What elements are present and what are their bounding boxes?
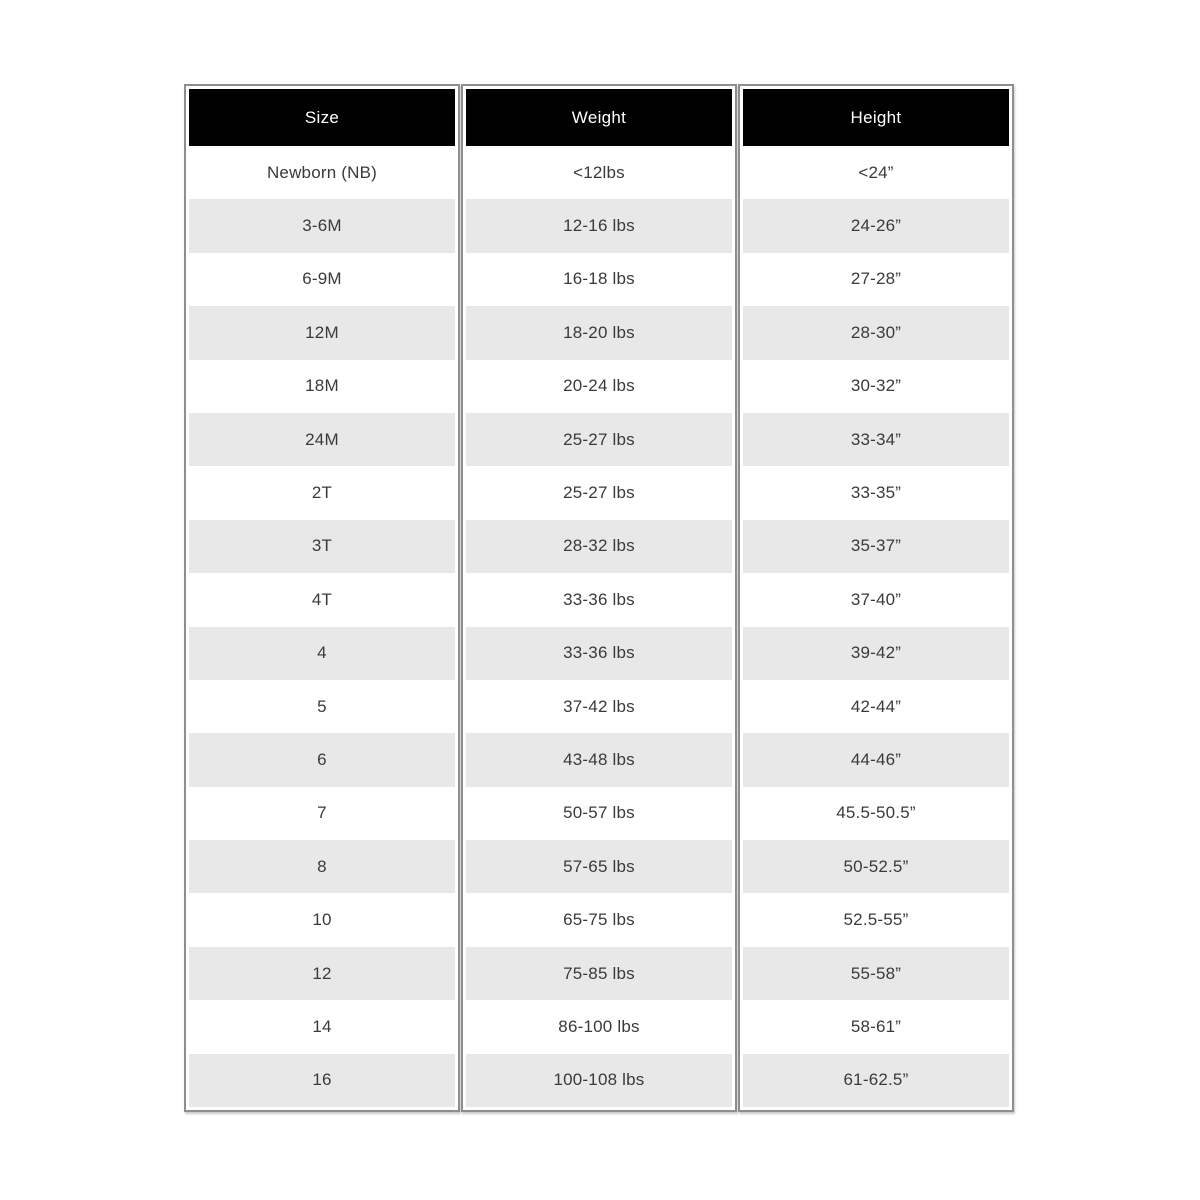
table-cell: 33-34”	[743, 413, 1009, 466]
table-cell: 50-52.5”	[743, 840, 1009, 893]
table-cell: 12M	[189, 306, 455, 359]
table-cell: 20-24 lbs	[466, 360, 732, 413]
column-header-weight: Weight	[466, 89, 732, 146]
table-cell: 33-36 lbs	[466, 573, 732, 626]
table-cell: 75-85 lbs	[466, 947, 732, 1000]
table-cell: 2T	[189, 466, 455, 519]
table-cell: 24-26”	[743, 199, 1009, 252]
column-rows-height	[743, 146, 1009, 1107]
table-column-size	[184, 84, 460, 1112]
table-cell: 100-108 lbs	[466, 1054, 732, 1107]
table-cell: 5	[189, 680, 455, 733]
table-cell: Newborn (NB)	[189, 146, 455, 199]
table-cell: 61-62.5”	[743, 1054, 1009, 1107]
table-cell: 25-27 lbs	[466, 466, 732, 519]
table-cell: 57-65 lbs	[466, 840, 732, 893]
table-cell: 7	[189, 787, 455, 840]
column-rows-weight	[466, 146, 732, 1107]
table-cell: 14	[189, 1000, 455, 1053]
table-cell: 18M	[189, 360, 455, 413]
table-cell: 6-9M	[189, 253, 455, 306]
table-cell: 30-32”	[743, 360, 1009, 413]
table-column-height	[738, 84, 1014, 1112]
table-cell: 4	[189, 627, 455, 680]
table-cell: 12-16 lbs	[466, 199, 732, 252]
table-cell: 55-58”	[743, 947, 1009, 1000]
column-header-height: Height	[743, 89, 1009, 146]
table-cell: 8	[189, 840, 455, 893]
column-header-size: Size	[189, 89, 455, 146]
table-cell: 42-44”	[743, 680, 1009, 733]
table-cell: 10	[189, 893, 455, 946]
table-cell: <12lbs	[466, 146, 732, 199]
table-cell: 50-57 lbs	[466, 787, 732, 840]
table-cell: 18-20 lbs	[466, 306, 732, 359]
table-cell: 37-42 lbs	[466, 680, 732, 733]
table-cell: 3T	[189, 520, 455, 573]
table-cell: 39-42”	[743, 627, 1009, 680]
table-cell: 28-32 lbs	[466, 520, 732, 573]
table-cell: 58-61”	[743, 1000, 1009, 1053]
size-chart-table	[184, 84, 1014, 1112]
table-cell: 12	[189, 947, 455, 1000]
table-cell: 6	[189, 733, 455, 786]
table-cell: 43-48 lbs	[466, 733, 732, 786]
table-cell: 86-100 lbs	[466, 1000, 732, 1053]
table-cell: 16-18 lbs	[466, 253, 732, 306]
table-cell: 33-35”	[743, 466, 1009, 519]
column-rows-size	[189, 146, 455, 1107]
table-cell: 3-6M	[189, 199, 455, 252]
table-cell: 45.5-50.5”	[743, 787, 1009, 840]
table-cell: 35-37”	[743, 520, 1009, 573]
table-cell: 33-36 lbs	[466, 627, 732, 680]
table-cell: 4T	[189, 573, 455, 626]
table-cell: <24”	[743, 146, 1009, 199]
table-cell: 24M	[189, 413, 455, 466]
table-cell: 27-28”	[743, 253, 1009, 306]
table-cell: 28-30”	[743, 306, 1009, 359]
table-cell: 65-75 lbs	[466, 893, 732, 946]
table-cell: 44-46”	[743, 733, 1009, 786]
table-cell: 16	[189, 1054, 455, 1107]
table-cell: 25-27 lbs	[466, 413, 732, 466]
table-column-weight	[461, 84, 737, 1112]
table-cell: 52.5-55”	[743, 893, 1009, 946]
table-cell: 37-40”	[743, 573, 1009, 626]
